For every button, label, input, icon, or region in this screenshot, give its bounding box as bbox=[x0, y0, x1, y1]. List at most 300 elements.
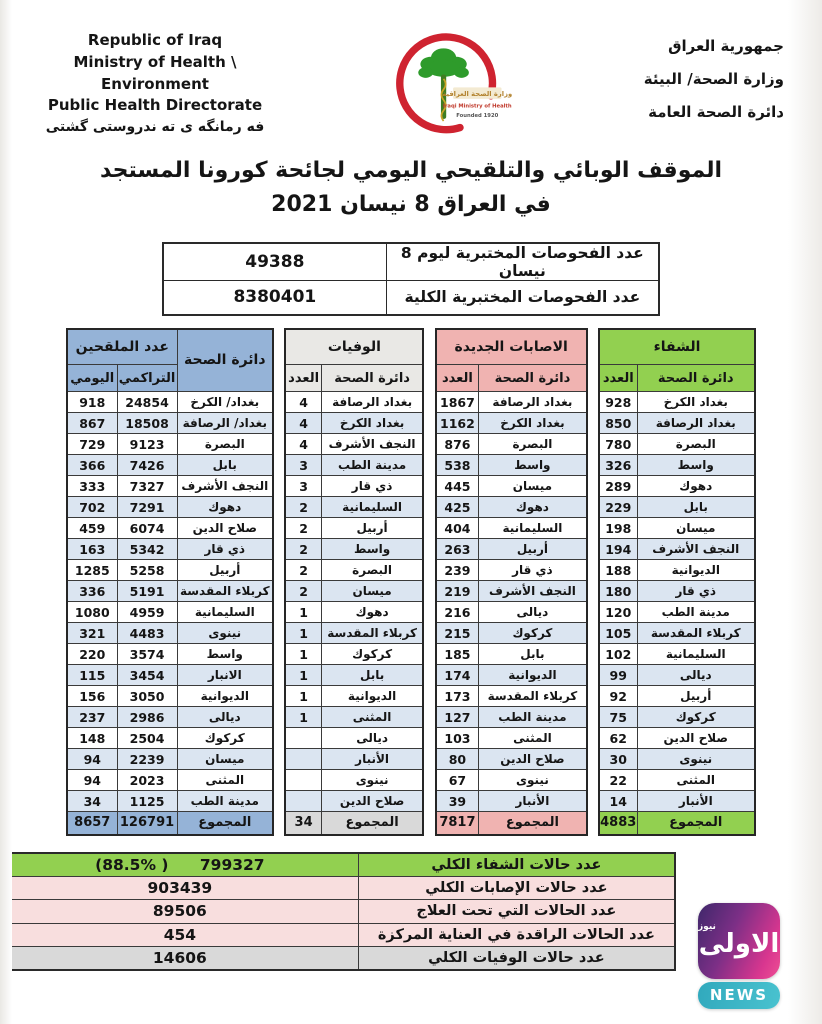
directorate-count: 188 bbox=[599, 560, 637, 581]
logo-caption-founded: Founded 1920 bbox=[456, 112, 499, 119]
table-row bbox=[436, 392, 587, 413]
table-row bbox=[285, 476, 423, 497]
directorate-daily: 220 bbox=[67, 644, 117, 665]
table-row bbox=[285, 413, 423, 434]
directorate-daily: 459 bbox=[67, 518, 117, 539]
directorate-count: 99 bbox=[599, 665, 637, 686]
table-row bbox=[285, 749, 423, 770]
directorate-cumulative: 3050 bbox=[117, 686, 177, 707]
table-row bbox=[285, 560, 423, 581]
directorate-count: 102 bbox=[599, 644, 637, 665]
directorate-count: 105 bbox=[599, 623, 637, 644]
deaths-col-directorate: دائرة الصحة bbox=[321, 365, 423, 392]
directorate-count: 2 bbox=[285, 539, 321, 560]
directorate-count: 2 bbox=[285, 560, 321, 581]
total-tests-label: عدد الفحوصات المختبرية الكلية bbox=[386, 281, 659, 315]
table-row bbox=[67, 623, 273, 644]
recovery-rows bbox=[599, 392, 755, 812]
directorate-cumulative: 6074 bbox=[117, 518, 177, 539]
table-row bbox=[67, 413, 273, 434]
directorate-daily: 1285 bbox=[67, 560, 117, 581]
vaccinated-col-cumulative: التراكمي bbox=[117, 365, 177, 392]
summary-deaths-value: 14606 bbox=[1, 947, 358, 971]
directorate-count bbox=[285, 791, 321, 812]
directorate-cumulative: 2986 bbox=[117, 707, 177, 728]
table-row bbox=[436, 644, 587, 665]
table-row bbox=[599, 392, 755, 413]
total-tests-row bbox=[163, 281, 659, 315]
table-row bbox=[599, 497, 755, 518]
header-english-block bbox=[30, 22, 280, 137]
directorate-name: كركوك bbox=[321, 644, 423, 665]
directorate-cumulative: 1125 bbox=[117, 791, 177, 812]
deaths-table bbox=[284, 328, 424, 836]
directorate-count: 1 bbox=[285, 686, 321, 707]
directorate-name: المثنى bbox=[637, 770, 755, 791]
directorate-count: 2 bbox=[285, 497, 321, 518]
directorate-name: ميسان bbox=[177, 749, 273, 770]
directorate-name: ذي قار bbox=[321, 476, 423, 497]
vaccinated-total-cumulative: 126791 bbox=[117, 812, 177, 835]
directorate-name: المثنى bbox=[321, 707, 423, 728]
table-row bbox=[436, 770, 587, 791]
directorate-name: كربلاء المقدسة bbox=[177, 581, 273, 602]
table-row bbox=[285, 602, 423, 623]
directorate-count: 30 bbox=[599, 749, 637, 770]
directorate-name: كربلاء المقدسة bbox=[637, 623, 755, 644]
lab-tests-table bbox=[162, 242, 660, 316]
directorate-count: 22 bbox=[599, 770, 637, 791]
directorate-cumulative: 3574 bbox=[117, 644, 177, 665]
directorate-cumulative: 18508 bbox=[117, 413, 177, 434]
deaths-total-value: 34 bbox=[285, 812, 321, 835]
directorate-count: 120 bbox=[599, 602, 637, 623]
table-row bbox=[285, 665, 423, 686]
title-line-1: الموقف الوبائي والتلقيحي اليومي لجائحة كورونا المستجد bbox=[99, 158, 723, 183]
directorate-name: بابل bbox=[479, 644, 587, 665]
directorate-name: البصرة bbox=[321, 560, 423, 581]
table-row bbox=[599, 644, 755, 665]
directorate-cumulative: 2504 bbox=[117, 728, 177, 749]
table-row bbox=[67, 581, 273, 602]
summary-recovered-number: 799327 bbox=[199, 855, 265, 874]
directorate-name: بغداد الكرخ bbox=[479, 413, 587, 434]
daily-tests-value: 49388 bbox=[163, 243, 386, 281]
directorate-name: دهوك bbox=[479, 497, 587, 518]
directorate-daily: 702 bbox=[67, 497, 117, 518]
directorate-cumulative: 5258 bbox=[117, 560, 177, 581]
directorate-name: نينوى bbox=[177, 623, 273, 644]
table-row bbox=[436, 749, 587, 770]
directorate-name: الديوانية bbox=[321, 686, 423, 707]
directorate-name: صلاح الدين bbox=[177, 518, 273, 539]
recovery-col-directorate: دائرة الصحة bbox=[637, 365, 755, 392]
directorate-name: بغداد الكرخ bbox=[637, 392, 755, 413]
directorate-name: ذي قار bbox=[177, 539, 273, 560]
directorate-count: 1 bbox=[285, 602, 321, 623]
directorate-name: أربيل bbox=[177, 560, 273, 581]
summary-deaths-row bbox=[1, 947, 675, 971]
directorate-name: دهوك bbox=[637, 476, 755, 497]
directorate-name: دهوك bbox=[321, 602, 423, 623]
english-line-2: Ministry of Health \ Environment bbox=[73, 52, 237, 93]
directorate-name: ديالى bbox=[637, 665, 755, 686]
summary-deaths-label: عدد حالات الوفيات الكلي bbox=[358, 947, 675, 971]
table-row bbox=[436, 455, 587, 476]
vaccinated-col-daily: اليومي bbox=[67, 365, 117, 392]
directorate-count: 3 bbox=[285, 476, 321, 497]
directorate-count: 928 bbox=[599, 392, 637, 413]
directorate-name: الانبار bbox=[177, 665, 273, 686]
directorate-count: 850 bbox=[599, 413, 637, 434]
table-row bbox=[67, 665, 273, 686]
table-row bbox=[436, 728, 587, 749]
directorate-count: 1 bbox=[285, 623, 321, 644]
directorate-daily: 336 bbox=[67, 581, 117, 602]
english-line-3: Public Health Directorate bbox=[47, 96, 263, 115]
directorate-name: كربلاء المقدسة bbox=[479, 686, 587, 707]
table-row bbox=[599, 560, 755, 581]
directorate-daily: 321 bbox=[67, 623, 117, 644]
recovery-total-row bbox=[599, 812, 755, 835]
table-row bbox=[436, 791, 587, 812]
directorate-cumulative: 7426 bbox=[117, 455, 177, 476]
vaccinated-table-title: عدد الملقحين bbox=[67, 329, 177, 365]
table-row bbox=[67, 392, 273, 413]
table-row bbox=[599, 728, 755, 749]
title-line-2: في العراق 8 نيسان 2021 bbox=[271, 192, 551, 218]
table-row bbox=[285, 707, 423, 728]
new-cases-col-count: العدد bbox=[436, 365, 479, 392]
deaths-table-title: الوفيات bbox=[285, 329, 423, 365]
table-row bbox=[285, 728, 423, 749]
table-row bbox=[599, 623, 755, 644]
table-row bbox=[599, 791, 755, 812]
directorate-count: 1867 bbox=[436, 392, 479, 413]
directorate-name: ديالى bbox=[321, 728, 423, 749]
directorate-name: بغداد/ الكرخ bbox=[177, 392, 273, 413]
directorate-name: صلاح الدين bbox=[479, 749, 587, 770]
directorate-count: 239 bbox=[436, 560, 479, 581]
table-row bbox=[599, 476, 755, 497]
deaths-total-label: المجموع bbox=[321, 812, 423, 835]
directorate-name: واسط bbox=[637, 455, 755, 476]
table-row bbox=[436, 560, 587, 581]
directorate-name: السليمانية bbox=[479, 518, 587, 539]
directorate-count: 1 bbox=[285, 707, 321, 728]
directorate-name: الأنبار bbox=[479, 791, 587, 812]
directorate-name: مدينة الطب bbox=[321, 455, 423, 476]
table-row bbox=[436, 707, 587, 728]
directorate-count: 3 bbox=[285, 455, 321, 476]
directorate-count: 75 bbox=[599, 707, 637, 728]
directorate-count: 185 bbox=[436, 644, 479, 665]
directorate-count: 219 bbox=[436, 581, 479, 602]
directorate-daily: 729 bbox=[67, 434, 117, 455]
directorate-count: 173 bbox=[436, 686, 479, 707]
deaths-total-row bbox=[285, 812, 423, 835]
directorate-count: 326 bbox=[599, 455, 637, 476]
table-row bbox=[599, 518, 755, 539]
page-title bbox=[0, 154, 822, 222]
directorate-count: 538 bbox=[436, 455, 479, 476]
summary-icu-label: عدد الحالات الراقدة في العناية المركزة bbox=[358, 923, 675, 947]
summary-recovered-label: عدد حالات الشفاء الكلي bbox=[358, 853, 675, 877]
directorate-name: كربلاء المقدسة bbox=[321, 623, 423, 644]
directorate-count: 1162 bbox=[436, 413, 479, 434]
directorate-name: أربيل bbox=[479, 539, 587, 560]
vaccinated-col-directorate: دائرة الصحة bbox=[177, 329, 273, 392]
logo-caption-arabic: وزارة الصحة العراقية bbox=[442, 89, 513, 98]
directorate-count: 2 bbox=[285, 581, 321, 602]
directorate-name: نينوى bbox=[321, 770, 423, 791]
table-row bbox=[67, 686, 273, 707]
table-row bbox=[436, 665, 587, 686]
directorate-count: 1 bbox=[285, 665, 321, 686]
directorate-name: ذي قار bbox=[637, 581, 755, 602]
directorate-count: 198 bbox=[599, 518, 637, 539]
recovery-col-count: العدد bbox=[599, 365, 637, 392]
directorate-name: كركوك bbox=[637, 707, 755, 728]
summary-total-cases-value: 903439 bbox=[1, 876, 358, 900]
directorate-cumulative: 7291 bbox=[117, 497, 177, 518]
summary-under-treatment-label: عدد الحالات التي تحت العلاج bbox=[358, 900, 675, 924]
crescent-palm-logo-icon bbox=[377, 22, 527, 140]
directorate-name: واسط bbox=[177, 644, 273, 665]
header-arabic-block bbox=[584, 22, 784, 129]
directorate-count bbox=[285, 770, 321, 791]
directorate-cumulative: 3454 bbox=[117, 665, 177, 686]
directorate-cumulative: 5191 bbox=[117, 581, 177, 602]
directorate-name: النجف الأشرف bbox=[637, 539, 755, 560]
directorate-name: السليمانية bbox=[321, 497, 423, 518]
table-row bbox=[67, 791, 273, 812]
directorate-name: النجف الأشرف bbox=[177, 476, 273, 497]
directorate-count: 445 bbox=[436, 476, 479, 497]
directorate-name: ذي قار bbox=[479, 560, 587, 581]
directorate-name: الديوانية bbox=[479, 665, 587, 686]
directorate-name: مدينة الطب bbox=[637, 602, 755, 623]
new-cases-total-value: 7817 bbox=[436, 812, 479, 835]
directorate-name: بغداد الرصافة bbox=[637, 413, 755, 434]
directorate-cumulative: 4959 bbox=[117, 602, 177, 623]
directorate-count: 14 bbox=[599, 791, 637, 812]
table-row bbox=[285, 497, 423, 518]
directorate-count: 229 bbox=[599, 497, 637, 518]
daily-tests-row bbox=[163, 243, 659, 281]
directorate-name: بغداد الرصافة bbox=[479, 392, 587, 413]
directorate-count: 80 bbox=[436, 749, 479, 770]
directorate-name: بغداد الرصافة bbox=[321, 392, 423, 413]
directorate-name: البصرة bbox=[177, 434, 273, 455]
logo-caption-english: Iraqi Ministry of Health bbox=[442, 103, 512, 110]
table-row bbox=[599, 434, 755, 455]
directorate-name: المثنى bbox=[479, 728, 587, 749]
directorate-daily: 1080 bbox=[67, 602, 117, 623]
directorate-count: 404 bbox=[436, 518, 479, 539]
table-row bbox=[599, 665, 755, 686]
vaccinated-total-daily: 8657 bbox=[67, 812, 117, 835]
directorate-count: 39 bbox=[436, 791, 479, 812]
directorate-name: البصرة bbox=[479, 434, 587, 455]
directorate-name: صلاح الدين bbox=[321, 791, 423, 812]
directorate-name: النجف الأشرف bbox=[479, 581, 587, 602]
directorate-cumulative: 7327 bbox=[117, 476, 177, 497]
table-row bbox=[285, 644, 423, 665]
table-row bbox=[285, 581, 423, 602]
table-row bbox=[67, 602, 273, 623]
directorate-name: نينوى bbox=[637, 749, 755, 770]
directorate-count: 174 bbox=[436, 665, 479, 686]
ministry-of-health-logo bbox=[377, 22, 527, 140]
directorate-count bbox=[285, 749, 321, 770]
table-row bbox=[599, 770, 755, 791]
directorate-count bbox=[285, 728, 321, 749]
directorate-name: الديوانية bbox=[177, 686, 273, 707]
summary-table bbox=[0, 852, 676, 972]
table-row bbox=[599, 686, 755, 707]
table-row bbox=[285, 623, 423, 644]
directorate-count: 425 bbox=[436, 497, 479, 518]
directorate-cumulative: 4483 bbox=[117, 623, 177, 644]
directorate-daily: 163 bbox=[67, 539, 117, 560]
table-row bbox=[67, 497, 273, 518]
directorate-name: بغداد الكرخ bbox=[321, 413, 423, 434]
table-row bbox=[285, 392, 423, 413]
summary-icu-value: 454 bbox=[1, 923, 358, 947]
table-row bbox=[436, 686, 587, 707]
directorate-count: 780 bbox=[599, 434, 637, 455]
table-row bbox=[67, 539, 273, 560]
summary-icu-row bbox=[1, 923, 675, 947]
directorate-daily: 918 bbox=[67, 392, 117, 413]
news-logo-subtitle: نيوز bbox=[698, 922, 716, 933]
table-row bbox=[67, 770, 273, 791]
table-row bbox=[436, 497, 587, 518]
directorate-name: الأنبار bbox=[637, 791, 755, 812]
table-row bbox=[599, 707, 755, 728]
table-row bbox=[599, 455, 755, 476]
directorate-name: السليمانية bbox=[177, 602, 273, 623]
table-row bbox=[285, 518, 423, 539]
directorate-name: كركوك bbox=[479, 623, 587, 644]
table-row bbox=[67, 749, 273, 770]
news-logo-icon bbox=[698, 903, 780, 979]
table-row bbox=[67, 455, 273, 476]
directorate-name: بابل bbox=[177, 455, 273, 476]
table-row bbox=[285, 539, 423, 560]
table-row bbox=[436, 623, 587, 644]
directorate-name: ديالى bbox=[177, 707, 273, 728]
directorate-name: الأنبار bbox=[321, 749, 423, 770]
arabic-line-3: دائرة الصحة العامة bbox=[648, 103, 784, 121]
news-logo-title: الاولى bbox=[698, 929, 780, 960]
table-row bbox=[599, 749, 755, 770]
directorate-name: كركوك bbox=[177, 728, 273, 749]
province-tables bbox=[66, 328, 756, 836]
directorate-name: ميسان bbox=[321, 581, 423, 602]
arabic-line-2: وزارة الصحة/ البيئة bbox=[643, 70, 784, 88]
directorate-count: 263 bbox=[436, 539, 479, 560]
directorate-cumulative: 2023 bbox=[117, 770, 177, 791]
summary-under-treatment-row bbox=[1, 900, 675, 924]
directorate-name: واسط bbox=[321, 539, 423, 560]
directorate-count: 4 bbox=[285, 434, 321, 455]
directorate-daily: 148 bbox=[67, 728, 117, 749]
table-row bbox=[436, 413, 587, 434]
directorate-name: الديوانية bbox=[637, 560, 755, 581]
summary-recovered-row bbox=[1, 853, 675, 877]
directorate-name: البصرة bbox=[637, 434, 755, 455]
new-cases-table bbox=[435, 328, 588, 836]
directorate-daily: 237 bbox=[67, 707, 117, 728]
recovery-total-value: 4883 bbox=[599, 812, 637, 835]
new-cases-rows bbox=[436, 392, 587, 812]
table-row bbox=[285, 686, 423, 707]
directorate-cumulative: 2239 bbox=[117, 749, 177, 770]
directorate-name: واسط bbox=[479, 455, 587, 476]
directorate-name: المثنى bbox=[177, 770, 273, 791]
news-label: NEWS bbox=[698, 982, 780, 1009]
table-row bbox=[67, 476, 273, 497]
directorate-daily: 156 bbox=[67, 686, 117, 707]
directorate-count: 4 bbox=[285, 413, 321, 434]
summary-total-cases-row bbox=[1, 876, 675, 900]
directorate-name: مدينة الطب bbox=[479, 707, 587, 728]
directorate-count: 62 bbox=[599, 728, 637, 749]
directorate-cumulative: 5342 bbox=[117, 539, 177, 560]
table-row bbox=[285, 791, 423, 812]
table-row bbox=[67, 434, 273, 455]
kurdish-line: فه رمانگه ى ته ندروستى گشتى bbox=[45, 119, 265, 135]
table-row bbox=[436, 518, 587, 539]
directorate-name: بابل bbox=[321, 665, 423, 686]
summary-total-cases-label: عدد حالات الإصابات الكلي bbox=[358, 876, 675, 900]
directorate-name: نينوى bbox=[479, 770, 587, 791]
table-row bbox=[599, 602, 755, 623]
table-row bbox=[599, 539, 755, 560]
directorate-daily: 94 bbox=[67, 770, 117, 791]
directorate-name: ديالى bbox=[479, 602, 587, 623]
directorate-count: 216 bbox=[436, 602, 479, 623]
directorate-name: أربيل bbox=[321, 518, 423, 539]
table-row bbox=[67, 707, 273, 728]
table-row bbox=[67, 728, 273, 749]
vaccinated-rows bbox=[67, 392, 273, 812]
vaccinated-total-row bbox=[67, 812, 273, 835]
directorate-count: 127 bbox=[436, 707, 479, 728]
summary-recovered-value bbox=[1, 853, 358, 877]
table-row bbox=[436, 581, 587, 602]
deaths-col-count: العدد bbox=[285, 365, 321, 392]
table-row bbox=[599, 413, 755, 434]
directorate-daily: 94 bbox=[67, 749, 117, 770]
table-row bbox=[67, 518, 273, 539]
directorate-daily: 34 bbox=[67, 791, 117, 812]
directorate-name: دهوك bbox=[177, 497, 273, 518]
deaths-rows bbox=[285, 392, 423, 812]
table-row bbox=[285, 434, 423, 455]
recovery-table-title: الشفاء bbox=[599, 329, 755, 365]
report-header bbox=[0, 0, 822, 140]
directorate-name: بغداد/ الرصافة bbox=[177, 413, 273, 434]
vaccinated-total-label: المجموع bbox=[177, 812, 273, 835]
directorate-count: 67 bbox=[436, 770, 479, 791]
summary-under-treatment-value: 89506 bbox=[1, 900, 358, 924]
directorate-name: بابل bbox=[637, 497, 755, 518]
table-row bbox=[67, 560, 273, 581]
daily-tests-label: عدد الفحوصات المختبرية ليوم 8 نيسان bbox=[386, 243, 659, 281]
